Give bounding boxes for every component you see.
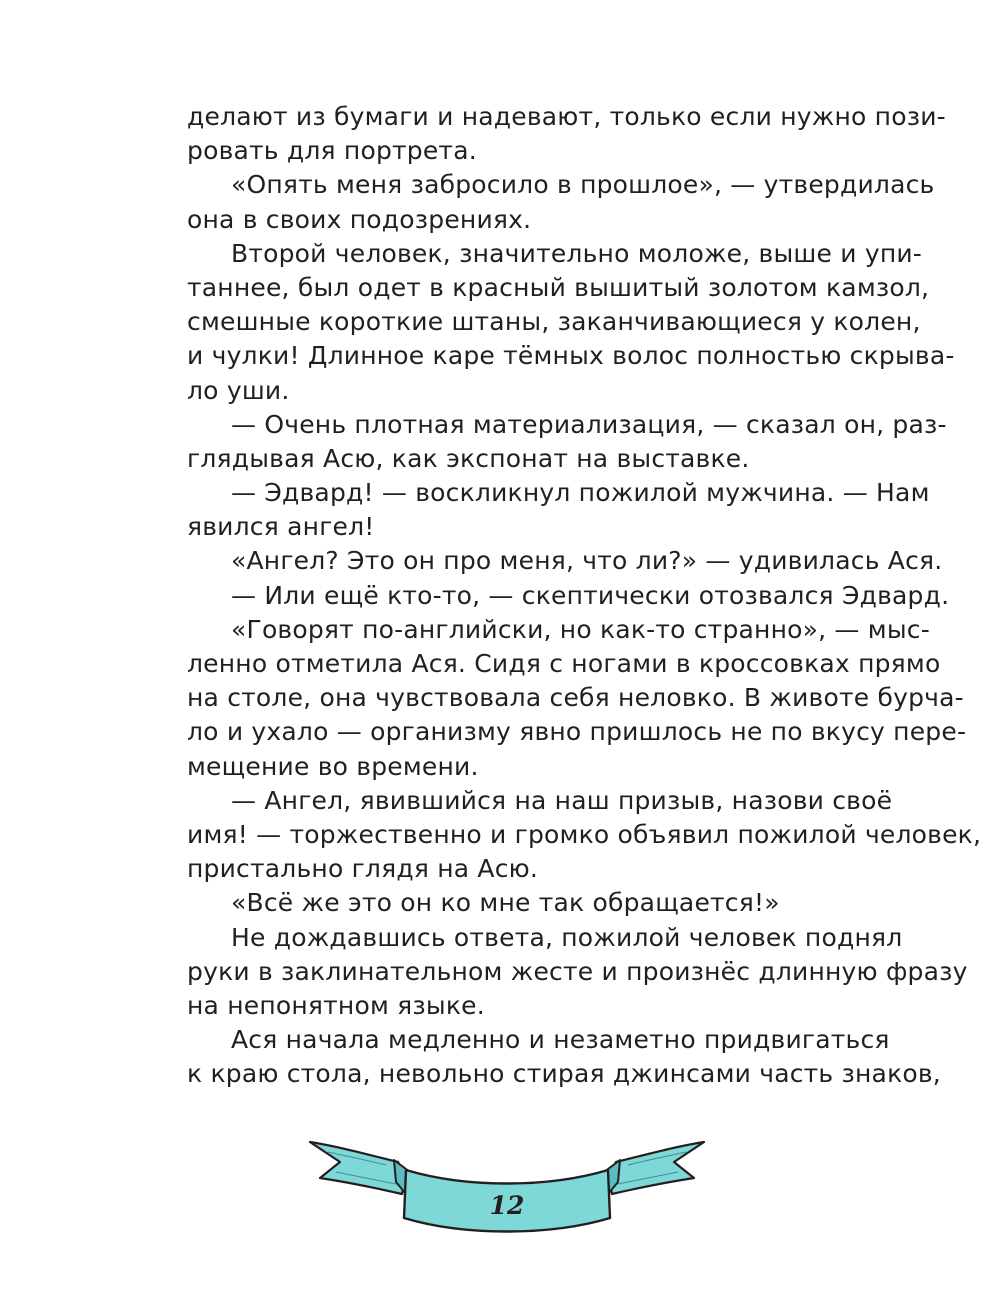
text-line: Ася начала медленно и незаметно придвигаться (231, 1025, 890, 1055)
page-number: 12 (489, 1191, 525, 1220)
text-line: имя! — торжественно и громко объявил пожилой человек, (187, 819, 982, 849)
text-line: ло и ухало — организму явно пришлось не по вкусу пере- (187, 717, 967, 747)
text-line: «Опять меня забросило в прошлое», — утвердилась (231, 170, 935, 200)
text-line: таннее, был одет в красный вышитый золотом камзол, (187, 272, 930, 302)
text-line: на столе, она чувствовала себя неловко. В животе бурча- (187, 683, 964, 713)
text-line: — Эдвард! — воскликнул пожилой мужчина. — Нам (231, 478, 930, 508)
text-line: ло уши. (187, 375, 290, 405)
text-line: «Всё же это он ко мне так обращается!» (231, 888, 780, 918)
text-line: на непонятном языке. (187, 990, 485, 1020)
page-number-ribbon (306, 1132, 708, 1238)
text-line: делают из бумаги и надевают, только если нужно пози- (187, 102, 946, 131)
text-line: смешные короткие штаны, заканчивающиеся у колен, (187, 307, 921, 337)
text-line: она в своих подозрениях. (187, 204, 532, 234)
text-line: явился ангел! (187, 512, 375, 542)
page-body-text (187, 100, 982, 1091)
ribbon-left-tail (310, 1142, 406, 1194)
text-line: — Или ещё кто-то, — скептически отозвался Эдвард. (231, 580, 950, 610)
text-line: «Ангел? Это он про меня, что ли?» — удивилась Ася. (231, 546, 943, 576)
text-line: и чулки! Длинное каре тёмных волос полностью скрыва- (187, 341, 955, 371)
text-line: к краю стола, невольно стирая джинсами часть знаков, (187, 1059, 941, 1089)
text-line: пристально глядя на Асю. (187, 854, 539, 884)
text-line: Не дождавшись ответа, пожилой человек поднял (231, 922, 903, 952)
text-line: глядывая Асю, как экспонат на выставке. (187, 443, 750, 473)
text-line: ленно отметила Ася. Сидя с ногами в кроссовках прямо (187, 649, 941, 678)
text-line: Второй человек, значительно моложе, выше и упи- (231, 238, 923, 268)
text-line: «Говорят по-английски, но как-то странно», — мыс- (231, 614, 930, 644)
ribbon-right-tail (608, 1142, 704, 1194)
text-line: руки в заклинательном жесте и произнёс длинную фразу (187, 956, 968, 986)
text-line: ровать для портрета. (187, 136, 477, 166)
text-line: — Ангел, явившийся на наш призыв, назови своё (231, 785, 893, 815)
text-line: мещение во времени. (187, 751, 479, 781)
text-line: — Очень плотная материализация, — сказал он, раз- (231, 409, 947, 439)
